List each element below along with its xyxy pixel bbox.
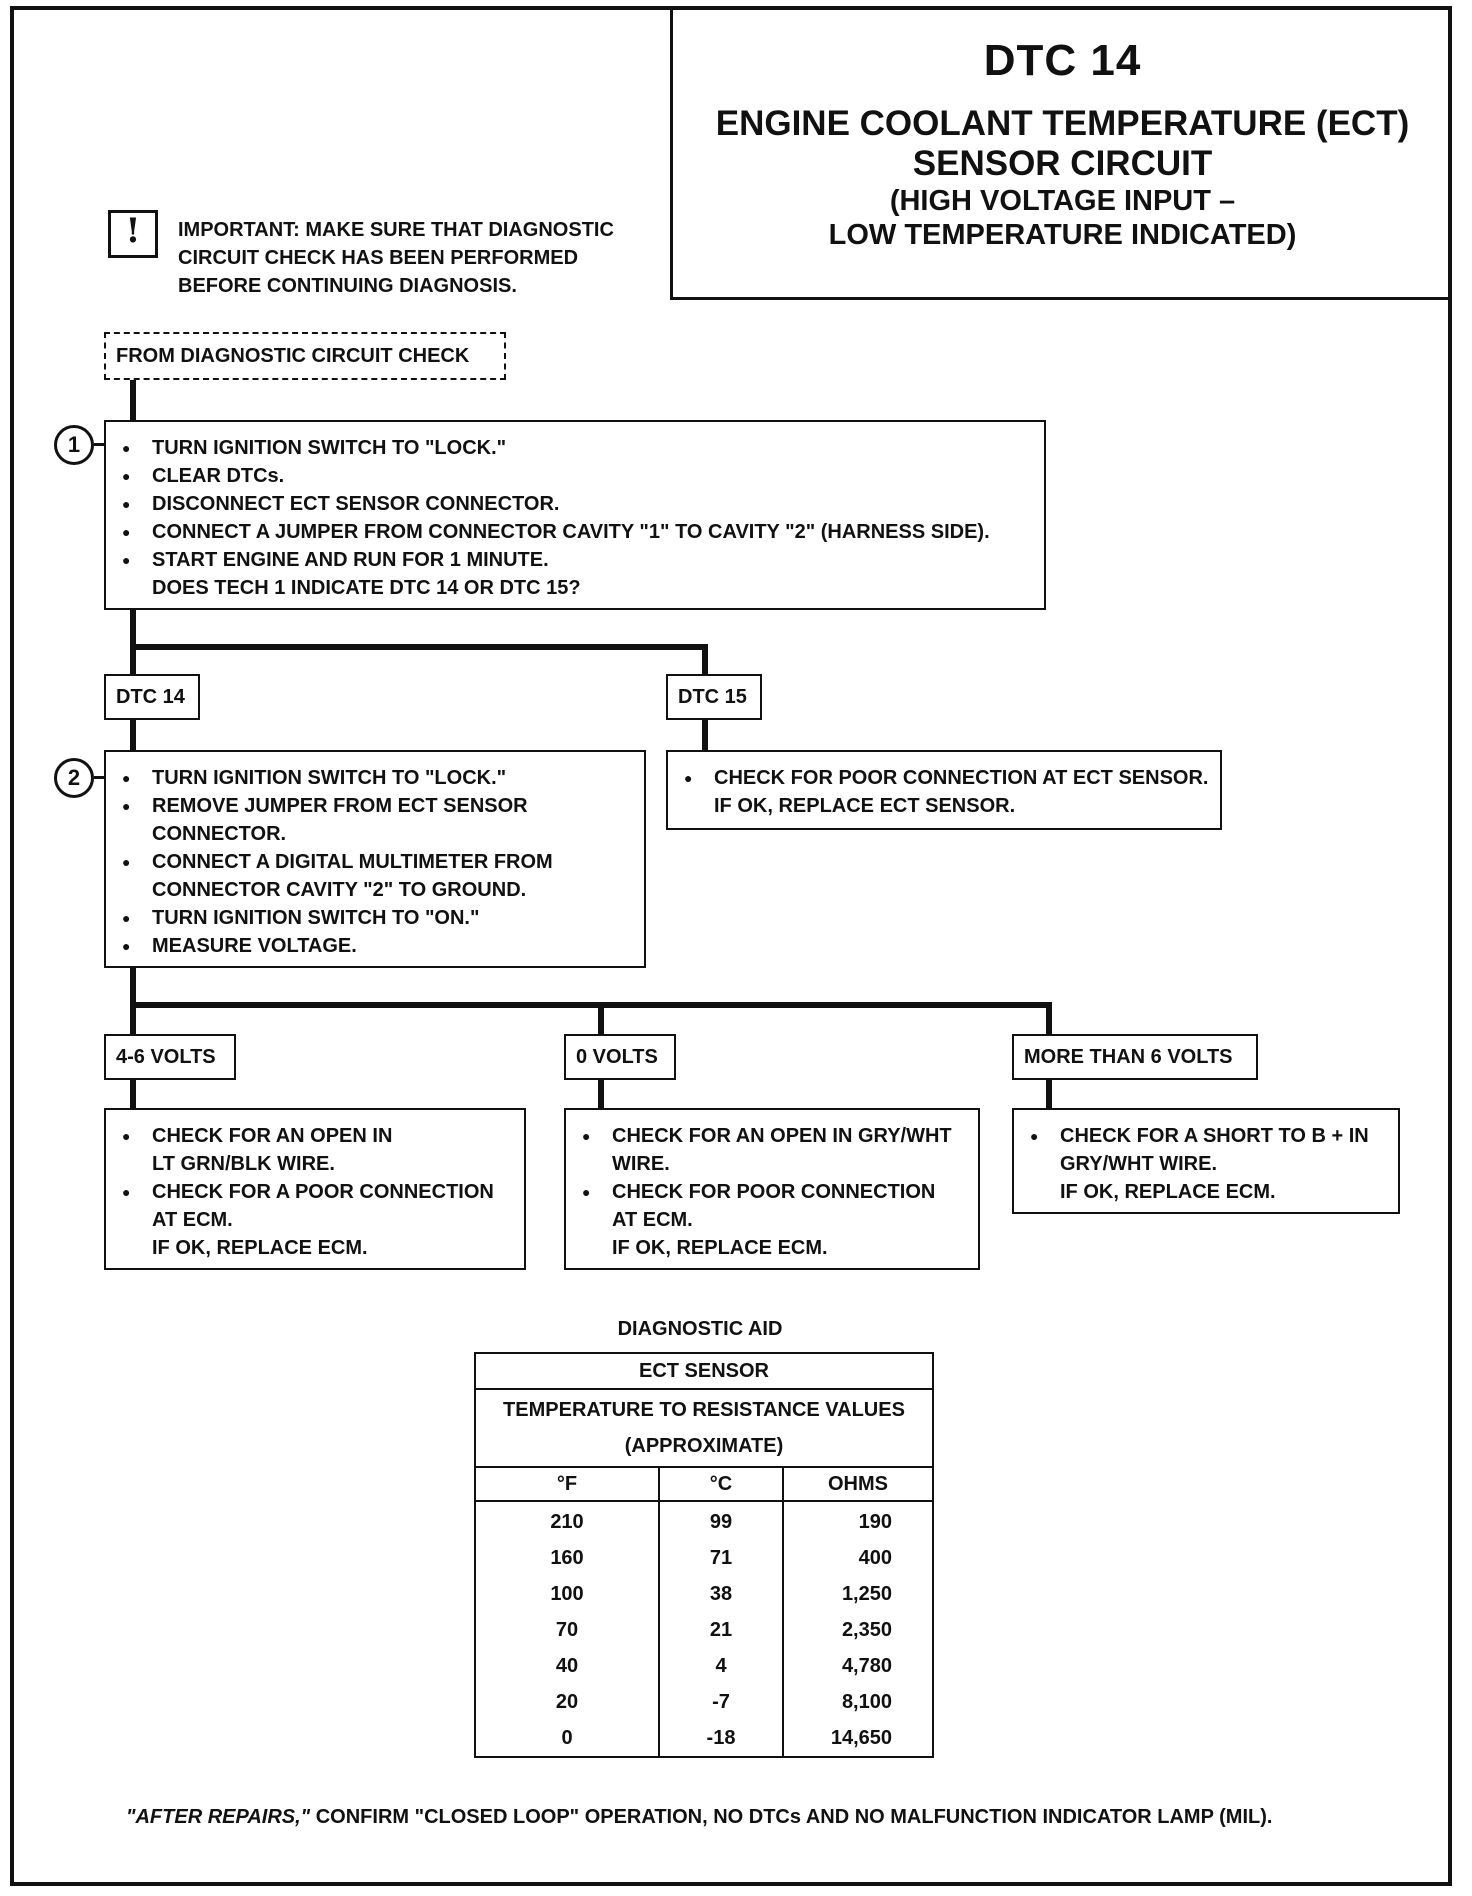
step-2-item-cont: CONNECTOR. (152, 823, 287, 845)
title-line-4: LOW TEMPERATURE INDICATED) (828, 219, 1297, 251)
branch-4-6-volts: 4-6 VOLTS (104, 1034, 236, 1080)
result-4-6-volts-box (104, 1108, 526, 1270)
step-1-item: ● CLEAR DTCs. (112, 462, 1044, 490)
connector-line (130, 644, 708, 650)
important-icon: ! (108, 210, 158, 258)
start-box: FROM DIAGNOSTIC CIRCUIT CHECK (104, 332, 506, 380)
table-subheader: TEMPERATURE TO RESISTANCE VALUES (APPROXIMATE) (475, 1389, 933, 1467)
connector-line (130, 720, 136, 750)
table-row: 160 71 400 (475, 1540, 933, 1576)
step-2-item: ● REMOVE JUMPER FROM ECT SENSOR (112, 792, 644, 820)
step-2-item: ● TURN IGNITION SWITCH TO "LOCK." (112, 764, 644, 792)
step-2-item: ● TURN IGNITION SWITCH TO "ON." (112, 904, 644, 932)
step-number-1: 1 (54, 425, 94, 465)
column-header-c: °C (659, 1467, 783, 1501)
connector-line (1046, 1080, 1052, 1108)
connector-line (598, 1080, 604, 1108)
connector-line (702, 644, 708, 674)
title-line-2: SENSOR CIRCUIT (912, 144, 1213, 183)
result-note: IF OK, REPLACE ECM. (152, 1237, 368, 1259)
step-1-item: ● TURN IGNITION SWITCH TO "LOCK." (112, 434, 1044, 462)
table-header: ECT SENSOR (475, 1353, 933, 1389)
connector-line (130, 610, 136, 674)
result-item-cont: LT GRN/BLK WIRE. (152, 1153, 335, 1175)
title-block (670, 6, 1452, 300)
step-2-item: ● MEASURE VOLTAGE. (112, 932, 644, 960)
dtc15-result-note: IF OK, REPLACE ECT SENSOR. (714, 795, 1016, 817)
result-item: ● CHECK FOR A POOR CONNECTION (112, 1178, 524, 1206)
diagnostic-aid-table (474, 1352, 934, 1758)
step-number-2: 2 (54, 758, 94, 798)
table-row: 40 4 4,780 (475, 1648, 933, 1684)
result-item-cont: GRY/WHT WIRE. (1060, 1153, 1218, 1175)
table-row: 100 38 1,250 (475, 1576, 933, 1612)
column-header-ohms: OHMS (783, 1467, 933, 1501)
dtc15-result-item: ● CHECK FOR POOR CONNECTION AT ECT SENSOR. (674, 764, 1220, 792)
column-header-f: °F (475, 1467, 659, 1501)
connector-line (130, 1080, 136, 1108)
result-item: ● CHECK FOR AN OPEN IN (112, 1122, 524, 1150)
connector-line (130, 968, 136, 1034)
step-2-item-cont: CONNECTOR CAVITY "2" TO GROUND. (152, 879, 527, 901)
result-more-than-6-volts-box (1012, 1108, 1400, 1214)
diagnostic-aid-title: DIAGNOSTIC AID (617, 1318, 783, 1340)
step-1-question: DOES TECH 1 INDICATE DTC 14 OR DTC 15? (152, 577, 581, 599)
result-item-cont: AT ECM. (152, 1209, 233, 1231)
table-row: 210 99 190 (475, 1501, 933, 1540)
step-1-item: ● DISCONNECT ECT SENSOR CONNECTOR. (112, 490, 1044, 518)
branch-more-than-6-volts: MORE THAN 6 VOLTS (1012, 1034, 1258, 1080)
result-item-cont: WIRE. (612, 1153, 670, 1175)
connector-line (702, 720, 708, 750)
table-row: 0 -18 14,650 (475, 1720, 933, 1757)
title-line-1: ENGINE COOLANT TEMPERATURE (ECT) (715, 104, 1410, 143)
step-1-item: ● START ENGINE AND RUN FOR 1 MINUTE. (112, 546, 1044, 574)
connector-line (130, 380, 136, 420)
result-item: ● CHECK FOR POOR CONNECTION (572, 1178, 978, 1206)
result-0-volts-box (564, 1108, 980, 1270)
result-note: IF OK, REPLACE ECM. (612, 1237, 828, 1259)
table-row: 70 21 2,350 (475, 1612, 933, 1648)
title-line-3: (HIGH VOLTAGE INPUT – (889, 185, 1236, 217)
result-item: ● CHECK FOR A SHORT TO B + IN (1020, 1122, 1398, 1150)
branch-dtc14-label: DTC 14 (104, 674, 200, 720)
connector-line (598, 1002, 604, 1034)
dtc-code: DTC 14 (983, 36, 1142, 85)
result-note: IF OK, REPLACE ECM. (1060, 1181, 1276, 1203)
step-2-box (104, 750, 646, 968)
branch-dtc15-label: DTC 15 (666, 674, 762, 720)
important-note: IMPORTANT: MAKE SURE THAT DIAGNOSTIC CIRCUIT CHECK HAS BEEN PERFORMED BEFORE CONTINUING DIAGNOSIS. (178, 219, 614, 297)
branch-0-volts: 0 VOLTS (564, 1034, 676, 1080)
step-1-box (104, 420, 1046, 610)
after-repairs-note: "AFTER REPAIRS," CONFIRM "CLOSED LOOP" OPERATION, NO DTCs AND NO MALFUNCTION INDICATOR LAMP (MIL). (126, 1806, 1273, 1828)
step-2-item: ● CONNECT A DIGITAL MULTIMETER FROM (112, 848, 644, 876)
result-item: ● CHECK FOR AN OPEN IN GRY/WHT (572, 1122, 978, 1150)
connector-line (130, 1002, 1052, 1008)
step-1-item: ● CONNECT A JUMPER FROM CONNECTOR CAVITY "1" TO CAVITY "2" (HARNESS SIDE). (112, 518, 1044, 546)
table-row: 20 -7 8,100 (475, 1684, 933, 1720)
connector-line (1046, 1002, 1052, 1034)
result-item-cont: AT ECM. (612, 1209, 693, 1231)
dtc15-result-box (666, 750, 1222, 830)
